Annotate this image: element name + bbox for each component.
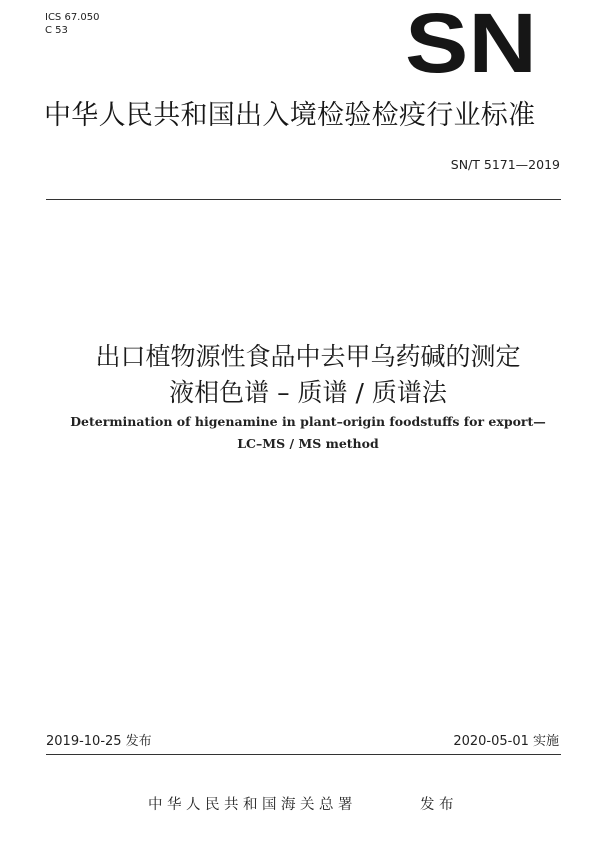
implementation-date: 2020-05-01 实施 bbox=[453, 734, 559, 749]
standard-number: SN/T 5171—2019 bbox=[450, 157, 560, 172]
issuing-authority: 中华人民共和国海关总署 bbox=[148, 797, 357, 813]
issue-action: 发布 bbox=[420, 797, 458, 813]
title-en-line2: LC–MS / MS method bbox=[237, 436, 379, 451]
title-en-line1: Determination of higenamine in plant–origin foodstuffs for export— bbox=[70, 414, 546, 429]
classification-codes bbox=[45, 11, 99, 37]
title-cn-line1: 出口植物源性食品中去甲乌药碱的测定 bbox=[95, 342, 521, 371]
title-cn-line2: 液相色谱 – 质谱 / 质谱法 bbox=[169, 378, 447, 407]
bottom-divider bbox=[46, 754, 561, 755]
issue-date: 2019-10-25 发布 bbox=[46, 734, 152, 749]
standard-category-title: 中华人民共和国出入境检验检疫行业标准 bbox=[44, 100, 536, 131]
ics-code: ICS 67.050 bbox=[45, 12, 100, 23]
ccs-code: C 53 bbox=[45, 25, 68, 36]
top-divider bbox=[46, 199, 561, 200]
sn-logo bbox=[403, 10, 539, 76]
sn-logo-text: SN bbox=[405, 10, 537, 76]
